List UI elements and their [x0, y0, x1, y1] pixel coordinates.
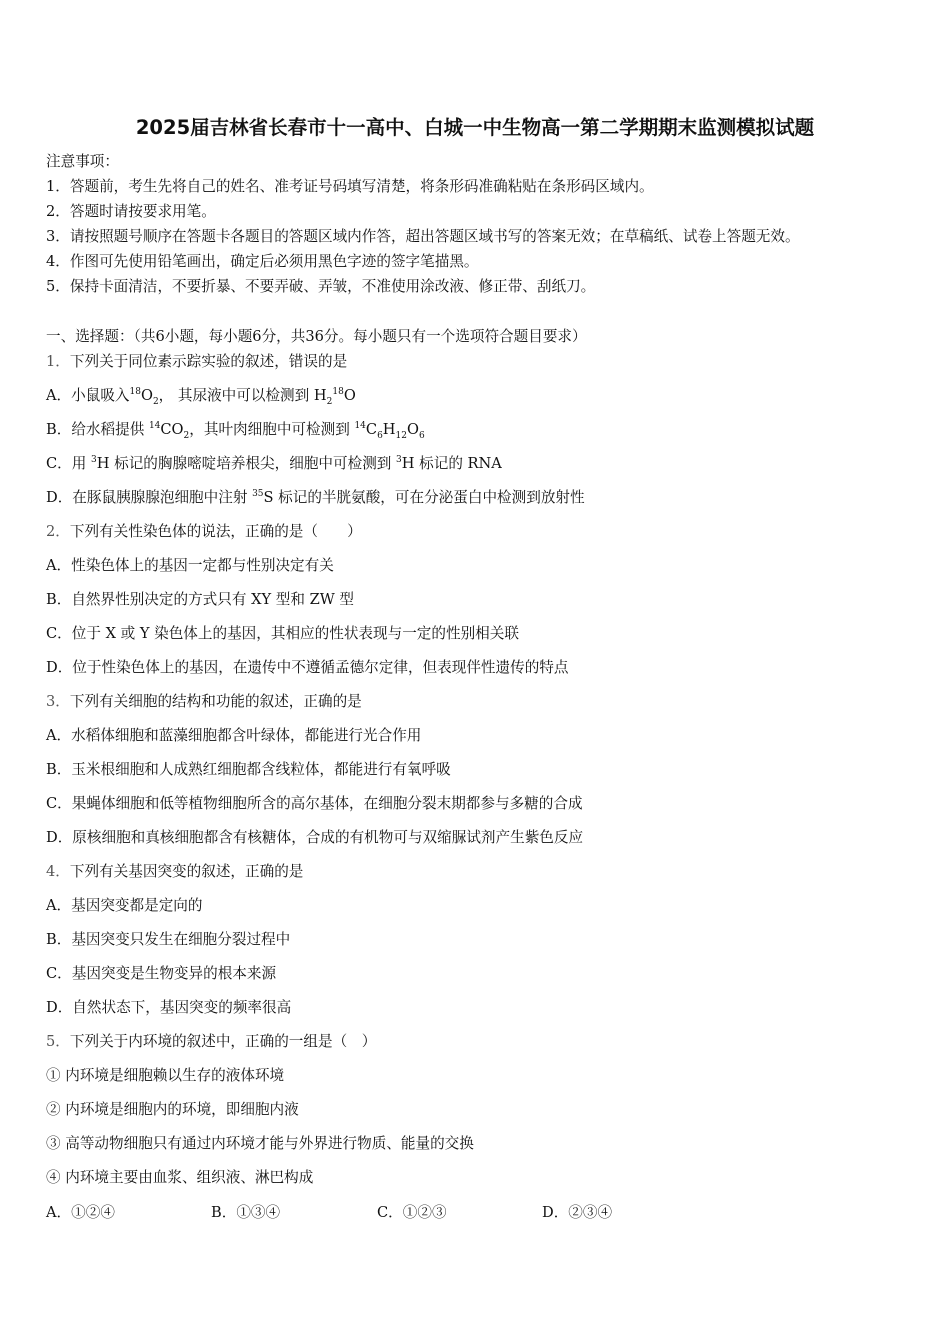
question-text: 下列有关细胞的结构和功能的叙述，正确的是 — [69, 693, 362, 710]
notice-item-4: 4．作图可先使用铅笔画出，确定后必须用黑色字迹的签字笔描黑。 — [46, 253, 479, 270]
question-text: 下列有关性染色体的说法，正确的是（ ） — [69, 523, 362, 540]
question-1-option-b: B．给水稻提供 $^{14}CO_2$，其叶肉细胞中可检测到 $^{14}C_6H_{12}O_6$ — [46, 421, 425, 441]
notice-heading: 注意事项： — [46, 153, 119, 170]
notice-item-1: 1．答题前，考生先将自己的姓名、准考证号码填写清楚，将条形码准确粘贴在条形码区域内。 — [46, 178, 654, 195]
question-3-option-b: B．玉米根细胞和人成熟红细胞都含线粒体，都能进行有氧呼吸 — [46, 761, 451, 778]
question-3-stem — [46, 692, 362, 712]
question-2-stem — [46, 522, 362, 542]
question-5-option-d: D．②③④ — [542, 1204, 613, 1221]
question-5-options — [46, 1201, 906, 1221]
question-1-option-a: A．小鼠吸入$^{18}O_2$， 其尿液中可以检测到 $H_2^{18}O$ — [46, 387, 356, 407]
question-2-option-b: B．自然界性别决定的方式只有 XY 型和 ZW 型 — [46, 591, 354, 608]
question-text: 下列关于内环境的叙述中，正确的一组是（ ） — [69, 1033, 377, 1050]
question-5-option-a: A．①②④ — [46, 1204, 115, 1221]
question-1-stem — [46, 352, 347, 372]
question-5-stem — [46, 1032, 376, 1052]
exam-title: 2025届吉林省长春市十一高中、白城一中生物高一第二学期期末监测模拟试题 — [135, 116, 815, 139]
question-5-option-b: B．①③④ — [211, 1204, 281, 1221]
question-5-option-c: C．①②③ — [377, 1204, 447, 1221]
question-5-statement-2: ② 内环境是细胞内的环境，即细胞内液 — [46, 1101, 299, 1118]
notice-item-5: 5．保持卡面清洁，不要折暴、不要弄破、弄皱，不准使用涂改液、修正带、刮纸刀。 — [46, 278, 596, 295]
section-heading: 一、选择题：（共6小题，每小题6分，共36分。每小题只有一个选项符合题目要求） — [46, 328, 587, 345]
question-1-option-d: D．在豚鼠胰腺腺泡细胞中注射 $^{35}$S 标记的半胱氨酸，可在分泌蛋白中检测到放射性 — [46, 489, 585, 506]
notice-item-3: 3．请按照题号顺序在答题卡各题目的答题区域内作答，超出答题区域书写的答案无效；在草稿纸、试卷上答题无效。 — [46, 228, 800, 245]
question-5-statement-1: ① 内环境是细胞赖以生存的液体环境 — [46, 1067, 285, 1084]
question-2-option-c: C．位于 X 或 Y 染色体上的基因，其相应的性状表现与一定的性别相关联 — [46, 625, 519, 642]
question-3-option-c: C．果蝇体细胞和低等植物细胞所含的高尔基体，在细胞分裂末期都参与多糖的合成 — [46, 795, 583, 812]
question-3-option-a: A．水稻体细胞和蓝藻细胞都含叶绿体，都能进行光合作用 — [46, 727, 422, 744]
question-5-statement-3: ③ 高等动物细胞只有通过内环境才能与外界进行物质、能量的交换 — [46, 1135, 474, 1152]
question-4-option-a: A．基因突变都是定向的 — [46, 897, 203, 914]
question-3-option-d: D．原核细胞和真核细胞都含有核糖体，合成的有机物可与双缩脲试剂产生紫色反应 — [46, 829, 584, 846]
question-4-option-b: B．基因突变只发生在细胞分裂过程中 — [46, 931, 291, 948]
question-number: 4． — [46, 863, 70, 880]
question-1-option-c: C．用 $^3$H 标记的胸腺嘧啶培养根尖，细胞中可检测到 $^3$H 标记的 RNA — [46, 455, 502, 472]
question-4-stem — [46, 862, 303, 882]
question-5-statement-4: ④ 内环境主要由血浆、组织液、淋巴构成 — [46, 1169, 314, 1186]
question-4-option-c: C．基因突变是生物变异的根本来源 — [46, 965, 277, 982]
question-number: 2． — [46, 523, 70, 540]
question-number: 1． — [46, 353, 70, 370]
question-4-option-d: D．自然状态下，基因突变的频率很高 — [46, 999, 292, 1016]
notice-item-2: 2．答题时请按要求用笔。 — [46, 203, 216, 220]
question-2-option-a: A．性染色体上的基因一定都与性别决定有关 — [46, 557, 334, 574]
question-number: 5． — [46, 1033, 70, 1050]
question-number: 3． — [46, 693, 70, 710]
question-2-option-d: D．位于性染色体上的基因，在遗传中不遵循孟德尔定律，但表现伴性遗传的特点 — [46, 659, 569, 676]
question-text: 下列有关基因突变的叙述，正确的是 — [69, 863, 304, 880]
question-text: 下列关于同位素示踪实验的叙述，错误的是 — [69, 353, 348, 370]
